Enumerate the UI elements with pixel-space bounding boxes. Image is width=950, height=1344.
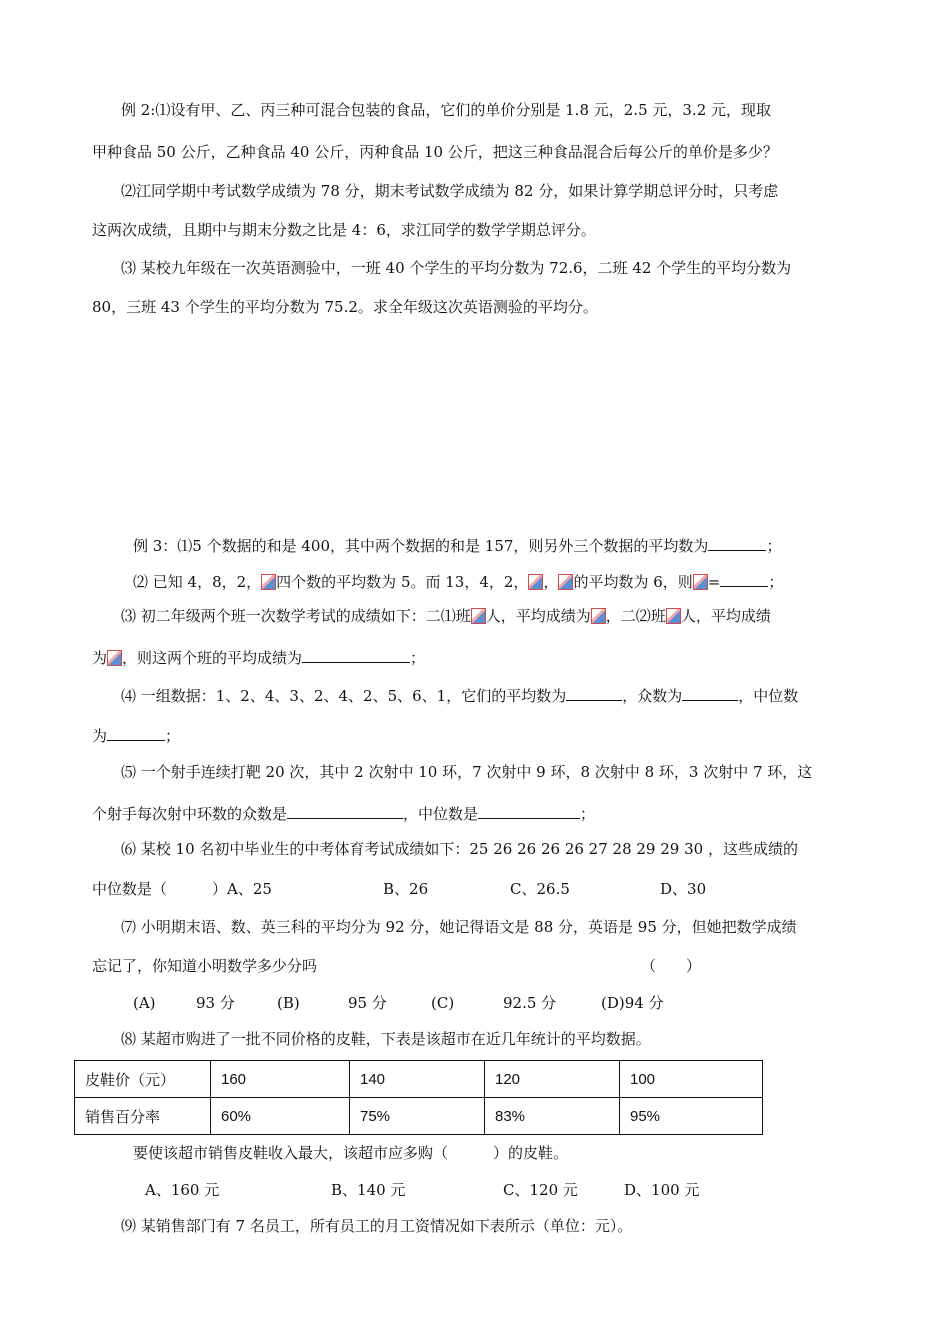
ex3-q5-line1: ⑸ 一个射手连续打靶 20 次，其中 2 次射中 10 环，7 次射中 9 环，8 次射中 8 环，3 次射中 7 环，这 bbox=[121, 763, 813, 781]
table-cell: 75% bbox=[350, 1098, 485, 1135]
ex3-q7-answer-paren[interactable]: （ ） bbox=[641, 957, 702, 975]
formula-image-icon bbox=[107, 650, 122, 666]
formula-image-icon bbox=[693, 574, 708, 590]
ex3-q5-text-b: ，中位数是 bbox=[403, 805, 479, 823]
table-cell: 皮鞋价（元） bbox=[75, 1061, 211, 1098]
punct: ； bbox=[768, 573, 784, 591]
answer-blank[interactable] bbox=[720, 570, 768, 587]
formula-image-icon bbox=[591, 608, 606, 624]
ex2-q3-line2: 80，三班 43 个学生的平均分数为 75.2。求全年级这次英语测验的平均分。 bbox=[92, 298, 598, 316]
ex3-q7-option-a-label[interactable]: (A) bbox=[133, 994, 156, 1012]
ex3-q2 bbox=[133, 570, 783, 592]
answer-blank[interactable] bbox=[287, 802, 403, 819]
ex3-q1 bbox=[133, 534, 781, 556]
ex3-q4-line1 bbox=[121, 684, 798, 706]
ex3-q3-text-a: ⑶ 初二年级两个班一次数学考试的成绩如下：二⑴班 bbox=[121, 607, 471, 625]
ex3-q5-text-a: 个射手每次射中环数的众数是 bbox=[92, 805, 288, 823]
table-cell: 60% bbox=[211, 1098, 350, 1135]
table-row bbox=[75, 1098, 763, 1135]
ex2-q1-line2: 甲种食品 50 公斤，乙种食品 40 公斤，丙种食品 10 公斤，把这三种食品混合后每公斤的单价是多少？ bbox=[92, 143, 778, 161]
ex3-q4-text-c: ，中位数 bbox=[738, 687, 799, 705]
ex3-q3-text-f: ，则这两个班的平均成绩为 bbox=[122, 649, 303, 667]
table-row bbox=[75, 1061, 763, 1098]
ex3-q2-text-d: 的平均数为 6，则 bbox=[573, 573, 693, 591]
ex3-q6-line1: ⑹ 某校 10 名初中毕业生的中考体育考试成绩如下：25 26 26 26 26 27 28 29 29 30 ，这些成绩的 bbox=[121, 840, 798, 858]
ex3-q2-text-b: 四个数的平均数为 5。而 13，4，2， bbox=[276, 573, 529, 591]
ex3-q8-option-c[interactable]: C、120 元 bbox=[503, 1181, 578, 1199]
ex3-q3-text-b: 人，平均成绩为 bbox=[485, 607, 591, 625]
ex3-q7-option-b-label[interactable]: (B) bbox=[277, 994, 300, 1012]
table-cell: 83% bbox=[485, 1098, 620, 1135]
ex3-q7-line2: 忘记了，你知道小明数学多少分吗 bbox=[92, 957, 318, 975]
punct: ； bbox=[766, 537, 782, 555]
ex3-q8-option-d[interactable]: D、100 元 bbox=[624, 1181, 700, 1199]
formula-image-icon bbox=[261, 574, 276, 590]
ex3-q1-text: 例 3：⑴5 个数据的和是 400，其中两个数据的和是 157，则另外三个数据的平均数为 bbox=[133, 537, 709, 555]
ex3-q4-line2 bbox=[92, 724, 180, 746]
ex3-q4-text-b: ，众数为 bbox=[622, 687, 683, 705]
answer-blank[interactable] bbox=[107, 724, 165, 741]
formula-image-icon bbox=[558, 574, 573, 590]
ex3-q7-option-c-label[interactable]: (C) bbox=[431, 994, 455, 1012]
ex3-q3-line1 bbox=[121, 606, 771, 626]
ex3-q7-option-c[interactable]: 92.5 分 bbox=[503, 994, 557, 1012]
table-cell: 100 bbox=[620, 1061, 763, 1098]
table-cell: 95% bbox=[620, 1098, 763, 1135]
ex3-q6-option-d[interactable]: D、30 bbox=[660, 880, 707, 898]
ex3-q3-text-c: ，二⑵班 bbox=[605, 607, 666, 625]
ex3-q4-text-a: ⑷ 一组数据：1、2、4、3、2、4、2、5、6、1，它们的平均数为 bbox=[121, 687, 567, 705]
ex2-q2-line2: 这两次成绩，且期中与期末分数之比是 4：6，求江同学的数学学期总评分。 bbox=[92, 221, 596, 239]
answer-blank[interactable] bbox=[566, 684, 622, 701]
punct: ； bbox=[580, 805, 596, 823]
ex3-q6-stem: 中位数是（ ）A、25 bbox=[92, 880, 272, 898]
answer-blank[interactable] bbox=[302, 646, 410, 663]
ex3-q6-option-c[interactable]: C、26.5 bbox=[510, 880, 570, 898]
ex3-q7-option-b[interactable]: 95 分 bbox=[348, 994, 387, 1012]
punct: = bbox=[707, 573, 721, 591]
ex2-q2-line1: ⑵江同学期中考试数学成绩为 78 分，期末考试数学成绩为 82 分，如果计算学期总评分时，只考虑 bbox=[121, 182, 779, 200]
table-cell: 销售百分率 bbox=[75, 1098, 211, 1135]
ex3-q4-text-d: 为 bbox=[92, 727, 108, 745]
punct: ； bbox=[410, 649, 426, 667]
formula-image-icon bbox=[471, 608, 486, 624]
answer-blank[interactable] bbox=[682, 684, 738, 701]
ex3-q7-option-d[interactable]: (D)94 分 bbox=[601, 994, 664, 1012]
ex3-q6-option-b[interactable]: B、26 bbox=[383, 880, 429, 898]
ex3-q2-text-a: ⑵ 已知 4，8，2， bbox=[133, 573, 262, 591]
punct: ； bbox=[165, 727, 181, 745]
formula-image-icon bbox=[666, 608, 681, 624]
ex3-q8-option-b[interactable]: B、140 元 bbox=[331, 1181, 406, 1199]
ex2-q3-line1: ⑶ 某校九年级在一次英语测验中，一班 40 个学生的平均分数为 72.6，二班 42 个学生的平均分数为 bbox=[121, 259, 792, 277]
shoe-sales-table bbox=[74, 1060, 763, 1135]
ex3-q3-text-d: 人，平均成绩 bbox=[680, 607, 771, 625]
ex3-q8-option-a[interactable]: A、160 元 bbox=[145, 1181, 220, 1199]
ex3-q8-line2: 要使该超市销售皮鞋收入最大，该超市应多购（ ）的皮鞋。 bbox=[133, 1144, 569, 1162]
ex3-q3-text-e: 为 bbox=[92, 649, 108, 667]
ex3-q8-line1: ⑻ 某超市购进了一批不同价格的皮鞋，下表是该超市在近几年统计的平均数据。 bbox=[121, 1030, 651, 1048]
punct: ， bbox=[543, 573, 559, 591]
table-cell: 160 bbox=[211, 1061, 350, 1098]
ex2-q1-line1: 例 2:⑴设有甲、乙、丙三种可混合包装的食品，它们的单价分别是 1.8 元，2.5 元，3.2 元，现取 bbox=[121, 101, 772, 119]
ex3-q7-line1: ⑺ 小明期末语、数、英三科的平均分为 92 分，她记得语文是 88 分，英语是 95 分，但她把数学成绩 bbox=[121, 918, 797, 936]
table-cell: 120 bbox=[485, 1061, 620, 1098]
answer-blank[interactable] bbox=[478, 802, 580, 819]
ex3-q3-line2 bbox=[92, 646, 425, 668]
ex3-q5-line2 bbox=[92, 802, 595, 824]
table-cell: 140 bbox=[350, 1061, 485, 1098]
answer-blank[interactable] bbox=[708, 534, 766, 551]
formula-image-icon bbox=[528, 574, 543, 590]
ex3-q9-line1: ⑼ 某销售部门有 7 名员工，所有员工的月工资情况如下表所示（单位：元）。 bbox=[121, 1217, 633, 1235]
ex3-q7-option-a[interactable]: 93 分 bbox=[196, 994, 235, 1012]
